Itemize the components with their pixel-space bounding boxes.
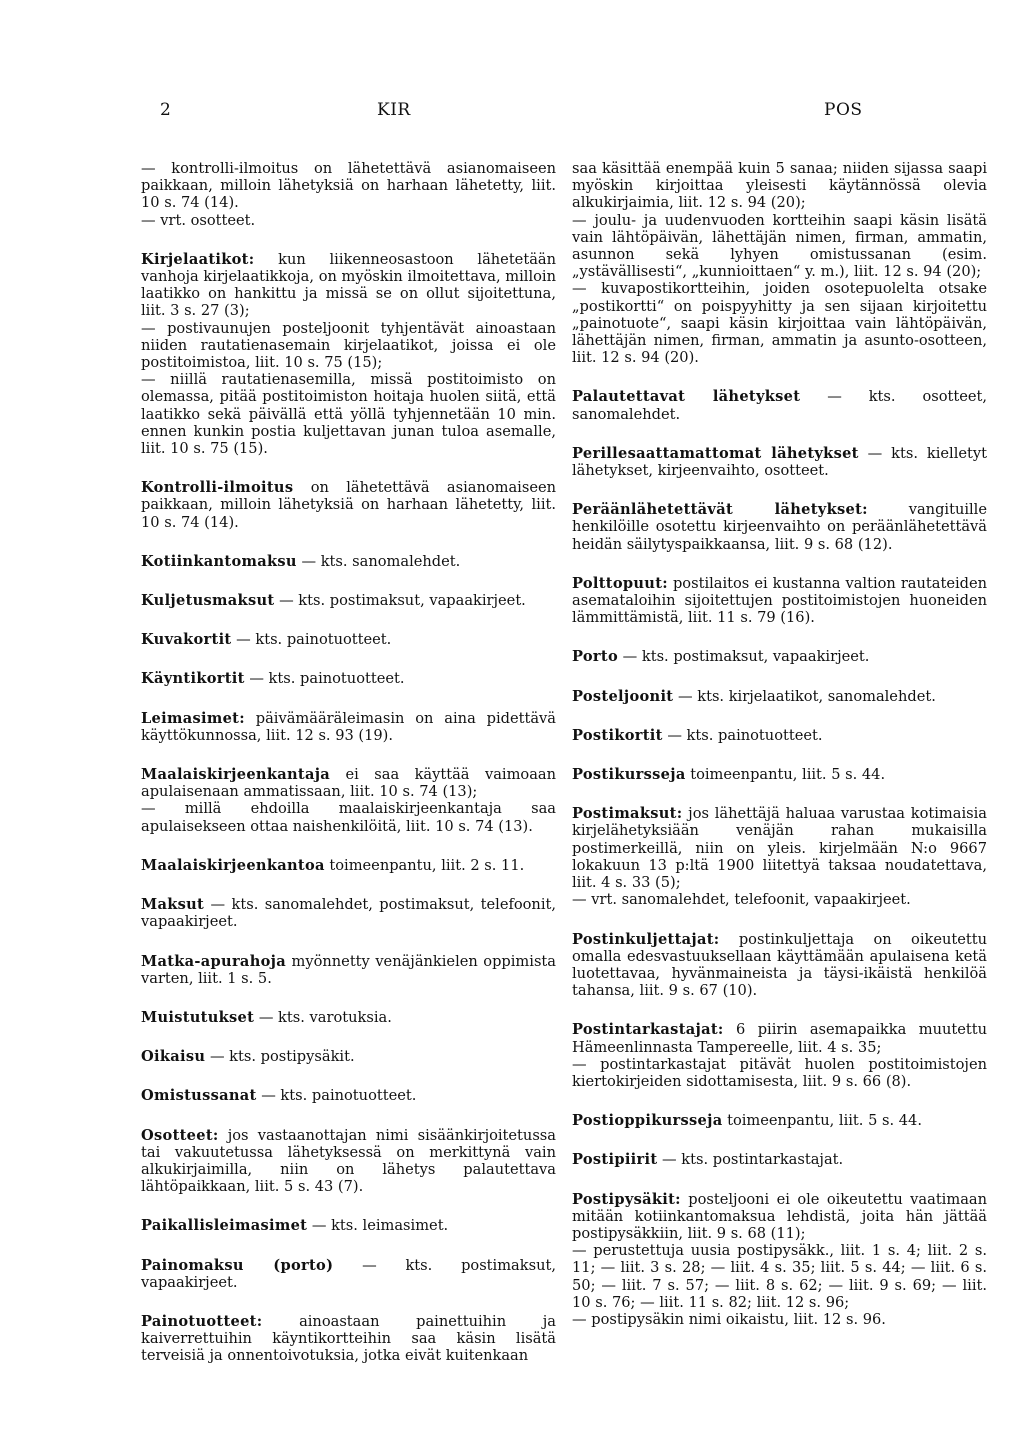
- index-entry: [141, 1009, 556, 1026]
- entry-paragraph: [572, 575, 987, 627]
- entry-paragraph: [141, 1127, 556, 1196]
- entry-paragraph: [141, 1009, 556, 1026]
- page-number: 2: [160, 100, 172, 120]
- entry-paragraph: [141, 766, 556, 800]
- entry-text: — kontrolli-ilmoitus on lähetettävä asianomaiseen paikkaan, milloin lähetyksiä on harhaan lähetetty, liit. 10 s. 74 (14).: [141, 160, 556, 212]
- entry-text: — perustettuja uusia postipysäkk., liit. 1 s. 4; liit. 2 s. 11; — liit. 3 s. 28; — liit. 4 s. 35; liit. 5 s. 44; — liit. 6 s. 50; — liit. 7 s. 57; — liit. 8 s. 62; — liit. 9 s. 69; — liit. 10 s. 76; — liit. 11 s. 82; liit. 12 s. 96;: [572, 1242, 987, 1311]
- entry-text: toimeenpantu, liit. 5 s. 44.: [727, 1112, 922, 1130]
- entry-text: — kts. postipysäkit.: [209, 1048, 355, 1066]
- entry-text: — kts. postimaksut, vapaakirjeet.: [279, 592, 526, 610]
- index-entry: [141, 857, 556, 874]
- entry-term: Painotuotteet:: [141, 1312, 263, 1330]
- entry-text: — postipysäkin nimi oikaistu, liit. 12 s. 96.: [572, 1310, 886, 1328]
- entry-text: toimeenpantu, liit. 5 s. 44.: [690, 766, 886, 784]
- entry-paragraph: [572, 388, 987, 422]
- entry-paragraph: [141, 1087, 556, 1104]
- entry-term: Postintarkastajat:: [572, 1021, 724, 1039]
- entry-text: — kts. postimaksut, vapaakirjeet.: [141, 1256, 556, 1291]
- entry-term: Kotiinkantomaksu: [141, 552, 297, 570]
- entry-paragraph: [141, 1048, 556, 1065]
- entry-paragraph: [141, 1217, 556, 1234]
- entry-text: — joulu- ja uudenvuoden kortteihin saapi käsin lisätä vain lähtöpäivän, lähettäjän nimen, firman, ammatin, asunnon sekä lyhyen omistussanan (esim. „ystävällisesti“, „kunnioittaen“ y. m.), liit. 12 s. 94 (20);: [572, 211, 987, 281]
- entry-paragraph: [141, 670, 556, 687]
- index-entry: [572, 688, 987, 705]
- index-entry: [141, 631, 556, 648]
- entry-paragraph: [141, 160, 556, 212]
- entry-term: Postikortit: [572, 726, 663, 744]
- entry-paragraph: [141, 1257, 556, 1291]
- entry-paragraph: [141, 1313, 556, 1365]
- entry-text: on lähetettävä asianomaiseen paikkaan, milloin lähetyksiä on harhaan lähetetty, liit. 10 s. 74 (14).: [141, 479, 556, 531]
- entry-term: Kirjelaatikot:: [141, 250, 255, 268]
- entry-text: postilaitos ei kustanna valtion rautateiden asemataloihin sijoitettujen postitoimistojen huoneiden lämmittämistä, liit. 11 s. 79 (16).: [572, 574, 988, 627]
- entry-term: Kuvakortit: [141, 631, 232, 649]
- entry-text: — niillä rautatienasemilla, missä postitoimisto on olemassa, pitää postitoimiston hoitaja huolen siitä, että laatikko sekä päivällä että yöllä tyhjennetään 10 min. ennen kunkin postia kuljettavan junan tuloa asemalle, liit. 10 s. 75 (15).: [141, 371, 556, 458]
- entry-term: Kontrolli-ilmoitus: [141, 479, 294, 497]
- left-column: [141, 160, 556, 1387]
- entry-text: — vrt. sanomalehdet, telefoonit, vapaakirjeet.: [572, 891, 911, 909]
- entry-text: — kts. leimasimet.: [311, 1217, 449, 1235]
- entry-text: posteljooni ei ole oikeutettu vaatimaan mitään kotiinkantomaksua lehdistä, joita hän jättää postipysäkkiin, liit. 9 s. 68 (11);: [572, 1190, 987, 1242]
- index-entry: [141, 553, 556, 570]
- index-entry: [141, 1087, 556, 1104]
- index-entry: [572, 1021, 987, 1090]
- entry-paragraph: [572, 1311, 987, 1328]
- index-entry: [572, 388, 987, 422]
- right-column: [572, 160, 987, 1350]
- entry-text: — vrt. osotteet.: [141, 211, 256, 229]
- index-entry: [141, 251, 556, 457]
- entry-text: — kts. painotuotteet.: [261, 1087, 417, 1105]
- entry-term: Matka-apurahoja: [141, 952, 286, 970]
- entry-text: saa käsittää enempää kuin 5 sanaa; niiden sijassa saapi myöskin kirjoittaa yleisesti käytännössä olevia alkukirjaimia, liit. 12 s. 94 (20);: [572, 160, 987, 212]
- entry-term: Muistutukset: [141, 1008, 255, 1026]
- entry-paragraph: [141, 212, 556, 229]
- entry-paragraph: [141, 251, 556, 320]
- index-entry: [572, 648, 987, 665]
- entry-text: — kts. painotuotteet.: [249, 670, 405, 688]
- index-entry: [141, 1217, 556, 1234]
- entry-term: Omistussanat: [141, 1087, 257, 1105]
- entry-paragraph: [141, 800, 556, 834]
- entry-paragraph: [572, 1112, 987, 1129]
- entry-paragraph: [141, 896, 556, 930]
- entry-term: Paikallisleimasimet: [141, 1217, 308, 1235]
- entry-paragraph: [572, 891, 987, 908]
- entry-term: Palautettavat lähetykset: [572, 388, 801, 406]
- entry-paragraph: [141, 592, 556, 609]
- index-entry: [572, 445, 987, 479]
- index-entry: [572, 805, 987, 908]
- entry-text: — kts. sanomalehdet.: [301, 552, 461, 570]
- entry-term: Porto: [572, 648, 618, 666]
- entry-paragraph: [572, 212, 987, 281]
- entry-term: Postimaksut:: [572, 805, 683, 823]
- entry-text: — kuvapostikortteihin, joiden osotepuolelta otsake „postikortti“ on poispyyhitty ja sen sijaan kirjoitettu „painotuote“, saapi käsin kirjoittaa vain lähtöpäivän, lähettäjän nimen, firman, ammatin ja asunto-osotteen, liit. 12 s. 94 (20).: [572, 280, 987, 367]
- entry-text: 6 piirin asemapaikka muutettu Hämeenlinnasta Tampereelle, liit. 4 s. 35;: [572, 1021, 988, 1056]
- entry-term: Perillesaattamattomat lähetykset: [572, 444, 859, 462]
- index-entry: [141, 479, 556, 531]
- entry-term: Postioppikursseja: [572, 1112, 723, 1130]
- entry-text: — postivaunujen posteljoonit tyhjentävät ainoastaan niiden rautatienasemain kirjelaatikot, joissa ei ole postitoimistoa, liit. 10 s. 75 (15);: [141, 319, 556, 372]
- entry-text: — kts. postintarkastajat.: [662, 1151, 844, 1169]
- entry-term: Osotteet:: [141, 1126, 219, 1144]
- entry-term: Peräänlähetettävät lähetykset:: [572, 501, 868, 519]
- entry-paragraph: [572, 766, 987, 783]
- entry-text: — kts. kirjelaatikot, sanomalehdet.: [678, 687, 936, 705]
- entry-term: Maalaiskirjeenkantoa: [141, 856, 325, 874]
- entry-paragraph: [572, 1056, 987, 1090]
- entry-paragraph: [572, 1151, 987, 1168]
- entry-text: kun liikenneosastoon lähetetään vanhoja kirjelaatikkoja, on myöskin ilmoitettava, milloin laatikko on hankittu ja missä se on ollut sijoitettuna, liit. 3 s. 27 (3);: [141, 250, 556, 320]
- index-entry: [141, 1127, 556, 1196]
- index-entry: [572, 1112, 987, 1129]
- entry-paragraph: [141, 320, 556, 372]
- entry-paragraph: [141, 371, 556, 457]
- entry-paragraph: [572, 805, 987, 891]
- entry-text: jos lähettäjä haluaa varustaa kotimaisia kirjelähetyksiään venäjän rahan mukaisilla postimerkeillä, niin on yleis. kirjelmään N:o 9667 lokakuun 13 p:ltä 1900 liitettyä taksaa noudatettava, liit. 4 s. 33 (5);: [572, 805, 987, 892]
- running-head-right: POS: [824, 100, 863, 120]
- index-entry: [572, 1151, 987, 1168]
- entry-text: päivämääräleimasin on aina pidettävä käyttökunnossa, liit. 12 s. 93 (19).: [141, 709, 556, 744]
- running-head-left: KIR: [377, 100, 411, 120]
- entry-term: Maksut: [141, 896, 205, 914]
- entry-text: — kts. postimaksut, vapaakirjeet.: [622, 648, 870, 666]
- entry-paragraph: [141, 631, 556, 648]
- entry-text: — millä ehdoilla maalaiskirjeenkantaja saa apulaisekseen ottaa naishenkilöitä, liit. 10 s. 74 (13).: [141, 800, 556, 835]
- entry-paragraph: [572, 1191, 987, 1243]
- entry-text: — kts. varotuksia.: [258, 1008, 392, 1026]
- index-entry: [572, 766, 987, 783]
- entry-term: Polttopuut:: [572, 574, 668, 592]
- entry-text: ei saa käyttää vaimoaan apulaisenaan ammatissaan, liit. 10 s. 74 (13);: [141, 766, 556, 801]
- entry-text: ainoastaan painettuihin ja kaiverrettuihin käyntikortteihin saa käsin lisätä terveisiä ja onnentoivotuksia, jotka eivät kuitenkaan: [141, 1312, 557, 1365]
- entry-paragraph: [572, 280, 987, 366]
- entry-paragraph: [141, 857, 556, 874]
- index-entry: [141, 1048, 556, 1065]
- entry-text: — kts. osotteet, sanomalehdet.: [572, 388, 988, 423]
- entry-paragraph: [572, 445, 987, 479]
- entry-text: vangituille henkilöille osotettu kirjeenvaihto on peräänlähetettävä heidän säilytyspaikkaansa, liit. 9 s. 68 (12).: [572, 501, 987, 553]
- entry-text: — kts. sanomalehdet, postimaksut, telefoonit, vapaakirjeet.: [141, 896, 556, 931]
- entry-term: Oikaisu: [141, 1048, 206, 1066]
- entry-paragraph: [572, 727, 987, 744]
- entry-paragraph: [141, 479, 556, 531]
- index-entry: [572, 727, 987, 744]
- entry-paragraph: [141, 953, 556, 987]
- index-entry: [572, 160, 987, 366]
- entry-paragraph: [572, 648, 987, 665]
- entry-term: Postipiirit: [572, 1151, 658, 1169]
- entry-paragraph: [141, 710, 556, 744]
- entry-text: myönnetty venäjänkielen oppimista varten, liit. 1 s. 5.: [141, 952, 556, 987]
- entry-text: — kts. painotuotteet.: [236, 631, 392, 649]
- entry-term: Kuljetusmaksut: [141, 592, 275, 610]
- index-entry: [141, 710, 556, 744]
- index-entry: [572, 931, 987, 1000]
- entry-paragraph: [572, 160, 987, 212]
- entry-term: Postipysäkit:: [572, 1190, 681, 1208]
- entry-text: — kts. painotuotteet.: [667, 726, 823, 744]
- index-entry: [141, 592, 556, 609]
- entry-text: — postintarkastajat pitävät huolen postitoimistojen kiertokirjeiden sidottamisesta, liit. 9 s. 66 (8).: [572, 1055, 987, 1090]
- index-entry: [141, 896, 556, 930]
- entry-paragraph: [572, 688, 987, 705]
- entry-paragraph: [572, 1242, 987, 1311]
- entry-paragraph: [572, 501, 987, 553]
- index-entry: [572, 501, 987, 553]
- index-entry: [141, 1257, 556, 1291]
- entry-paragraph: [572, 1021, 987, 1055]
- entry-paragraph: [141, 553, 556, 570]
- entry-term: Posteljoonit: [572, 687, 674, 705]
- entry-text: jos vastaanottajan nimi sisäänkirjoitetussa tai vakuutetussa lähetyksessä on merkittynä vain alkukirjaimilla, niin on lähetys palautettava lähtöpaikkaan, liit. 5 s. 43 (7).: [141, 1126, 556, 1196]
- entry-term: Käyntikortit: [141, 670, 245, 688]
- index-entry: [141, 670, 556, 687]
- index-entry: [141, 1313, 556, 1365]
- entry-term: Painomaksu (porto): [141, 1256, 334, 1274]
- index-entry: [141, 766, 556, 835]
- entry-paragraph: [572, 931, 987, 1000]
- entry-term: Maalaiskirjeenkantaja: [141, 766, 331, 784]
- index-entry: [572, 1191, 987, 1329]
- entry-term: Leimasimet:: [141, 709, 245, 727]
- page-header: [0, 100, 1024, 130]
- entry-term: Postikursseja: [572, 766, 686, 784]
- index-entry: [141, 953, 556, 987]
- entry-term: Postinkuljettajat:: [572, 930, 720, 948]
- index-entry: [572, 575, 987, 627]
- entry-text: — kts. kielletyt lähetykset, kirjeenvaihto, osotteet.: [572, 444, 987, 480]
- entry-text: postinkuljettaja on oikeutettu omalla edesvastuuksellaan käyttämään apulaisena ketä luotettavaa, hyvänmaineista ja täysi-ikäistä henkilöä tahansa, liit. 9 s. 67 (10).: [572, 930, 988, 1000]
- entry-text: toimeenpantu, liit. 2 s. 11.: [329, 856, 525, 874]
- index-entry: [141, 160, 556, 229]
